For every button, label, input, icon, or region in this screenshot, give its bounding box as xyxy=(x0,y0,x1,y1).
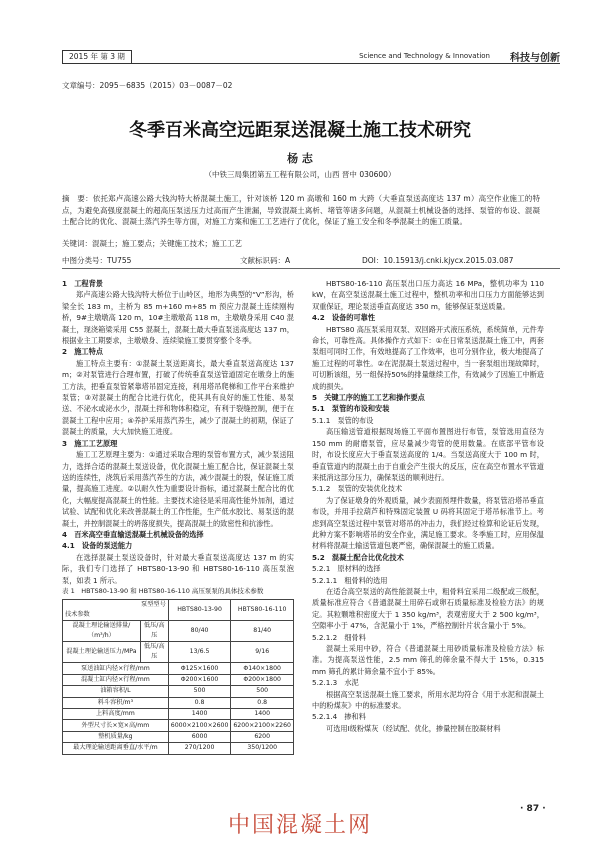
section-heading: 1 工程背景 xyxy=(62,279,103,288)
table-cell: 泵送油缸内径×行程/mm xyxy=(63,663,169,674)
header-top: 泵型型号 xyxy=(141,601,166,609)
journal-name-cn: 科技与创新 xyxy=(510,53,560,64)
table-row xyxy=(63,621,294,642)
table-row xyxy=(63,663,294,674)
table-cell: 0.8 xyxy=(168,697,231,708)
section-rule xyxy=(62,268,560,269)
table-header-row xyxy=(63,600,294,621)
table-cell: 料斗容积/m³ xyxy=(63,697,169,708)
column-header: HBTS80-13-90 xyxy=(168,600,231,621)
table-cell: 6000 xyxy=(168,731,231,742)
keywords: 关键词：混凝土；施工要点；关键施工技术；施工工艺 xyxy=(62,239,242,248)
page-title: 冬季百米高空远距泵送混凝土施工技术研究 xyxy=(129,120,471,141)
clc-number: 中图分类号：TU755 xyxy=(62,256,132,265)
table-cell: 9/16 xyxy=(231,642,294,663)
table-row xyxy=(63,642,294,663)
table-row xyxy=(63,674,294,685)
article-number: 文章编号：2095－6835（2015）03－0087－02 xyxy=(62,81,233,90)
subsubsection-heading: 5.2.1.4 掺和料 xyxy=(312,712,366,722)
table-row xyxy=(63,697,294,708)
table-row xyxy=(63,743,294,754)
paragraph: 根据高空泵送混凝土施工要求，所用水泥均符合《用于水泥和混凝土中的粉煤灰》中的标准要求。 xyxy=(312,689,544,711)
paragraph: 施工特点主要有：①混凝土泵送距离长，最大垂直泵送高度达 137 m；②对泵管进行合理布置，打破了传统垂直泵送管道固定在墩身上的施工方法，把垂直泵管紧靠塔吊固定连接，利用塔吊爬梯和工作平台来维护泵管；③对混凝土的配合比进行优化，使其具有良好的施工性能、易泵送、不泌水或泌水少，混凝土拌和物体积稳定，有利于裂缝控制，便于在混凝土工程中应用；④养护采用蒸汽养生，减少了混凝土的初期，保证了混凝土的质量，大大加快施工进度。 xyxy=(62,358,294,437)
table-cell: 0.8 xyxy=(231,697,294,708)
table-cell: 80/40 xyxy=(168,621,231,642)
paragraph: HBTS80 高压泵采用双泵、双回路开式液压系统，系统简单，元件寿命长，可靠性高。具体操作方式如下：①在日常泵送混凝土施工中，两套泵组可同时工作，有效地提高了工作效率，也可分别作业，极大地提高了施工过程的可靠性。②在泥混凝土泵送过程中，当一套泵组出现故障时，可切断该组，另一组保持50%的排量继续工作，有效减少了因施工中断造成的损失。 xyxy=(312,324,544,391)
subsection-heading: 5.2 混凝土配合比优化技术 xyxy=(312,552,404,562)
paragraph: 在选择混凝土泵送设备时，针对最大垂直泵送高度达 137 m 的实际，我们专门选择了 HBTS80-13-90 和 HBTS80-16-110 高压泵泡泵，如表 1 所示。 xyxy=(62,552,294,585)
table-cell: 外型尺寸长×宽×高/mm xyxy=(63,720,169,731)
table-cell: Φ125×1600 xyxy=(168,663,231,674)
paragraph: HBTS80-16-110 高压泵出口压力高达 16 MPa，整机功率为 110 kW，在高空泵送混凝土施工过程中，整机功率和出口压力方面能够达到双重保证，理论泵送垂直高度达 350 m，能够保证泵送质量。 xyxy=(312,279,544,311)
paragraph: 可选用Ⅰ级粉煤灰（经试配、优化，掺量控制在胶凝材料 xyxy=(326,723,501,733)
paragraph: 施工工艺原理主要为：①通过采取合理的泵管布置方式，减少泵送阻力，选择合适的混凝土泵送设备，优化混凝土施工配合比，保证混凝土泵送的连续性，浇筑后采用蒸汽养生的方法，减少混凝土的裂，保证施工质量，提高施工进度。②以耐久性为重要设计指标，通过混凝土配合比的优化，大幅度提高混凝土的性能。主要技术途径是采用高性能外加剂，通过试验、试配和优化来改善混凝土的工作性能，生产低水胶比、易泵送的混凝土，并控制混凝土的坍落度损失，提高混凝土的致密性和抗渗性。 xyxy=(62,450,294,528)
table-cell: 低压/高压 xyxy=(140,621,168,642)
subsection-heading: 5.1 泵管的布设和安装 xyxy=(312,404,390,414)
table-cell: 整机质量/kg xyxy=(63,731,169,742)
doi: DOI：10.15913/j.cnki.kjycx.2015.03.087 xyxy=(362,256,514,265)
right-column xyxy=(312,278,544,734)
subsubsection-heading: 5.2.1.2 细骨料 xyxy=(312,632,366,642)
subsubsection-heading: 5.2.1.3 水泥 xyxy=(312,678,359,688)
paragraph: 高压输送管道根据现场施工平面布置图进行布管，泵管选用直径为 150 mm 的耐磨泵管，应尽量减少弯管的使用数量。在底部平管布设时，布设长度应大于垂直泵送高度的 1/4。当泵送高度大于 100 m 时，垂直管道内的混凝土由于自重会产生很大的反压，应在高空布置水平管道来抵消这部分压力，确保泵送的顺利进行。 xyxy=(312,427,544,482)
section-heading: 4 百米高空垂直输送混凝土机械设备的选择 xyxy=(62,529,204,539)
table-cell: 500 xyxy=(231,686,294,697)
subsubsection-heading: 5.1.1 泵管的布设 xyxy=(312,415,374,425)
table-cell: 81/40 xyxy=(231,621,294,642)
subsubsection-heading: 5.2.1.1 粗骨料的选用 xyxy=(312,575,388,585)
table-cell: 低压/高压 xyxy=(140,642,168,663)
table-cell: 上料高度/mm xyxy=(63,708,169,719)
section-heading: 5 关键工序的施工工艺和操作要点 xyxy=(312,393,425,403)
table-corner-header xyxy=(63,600,169,621)
table-cell: 1400 xyxy=(168,708,231,719)
page-number: · 87 · xyxy=(520,804,546,814)
table-cell: Φ200×1600 xyxy=(168,674,231,685)
table-row xyxy=(63,720,294,731)
subsection-heading: 4.2 设备的可靠性 xyxy=(312,313,376,323)
header-rule xyxy=(62,63,560,64)
table-cell: 13/6.5 xyxy=(168,642,231,663)
watermark: 中国混凝土网 xyxy=(227,813,372,838)
table-cell: 混凝土缸内径×行程/mm xyxy=(63,674,169,685)
column-header: HBTS80-16-110 xyxy=(231,600,294,621)
table-cell: 混凝土理论输送压力/MPa xyxy=(63,642,141,663)
table-cell: 350/1200 xyxy=(231,743,294,754)
affiliation: （中铁三局集团第五工程有限公司，山西 晋中 030600） xyxy=(204,170,396,179)
paragraph: 郑卢高速公路大钱沟特大桥位于山岭区，地形为典型的“V”形沟，桥梁全长 183 m，主桥为 85 m+160 m+85 m 预应力混凝土连续刚构桥，9#主墩墩高 120 m，10#主墩墩高 118 m，主墩墩身采用 C40 混凝土，现浇箱梁采用 C55 混凝土，混凝土最大垂直泵送高度达 137 m，根据业主工期要求，主墩墩身、连续梁施工要贯穿整个冬季。 xyxy=(62,290,294,346)
section-heading: 2 施工特点 xyxy=(62,347,103,357)
spec-table xyxy=(62,599,294,754)
subsection-heading: 4.1 设备的泵送能力 xyxy=(62,541,133,551)
table-row xyxy=(63,708,294,719)
table-cell: 500 xyxy=(168,686,231,697)
table-cell: Φ140×1800 xyxy=(231,663,294,674)
header-left: 技术参数 xyxy=(65,611,90,619)
table-cell: 混凝土理论输送排量/（m³/h） xyxy=(63,621,141,642)
paragraph: 为了保证墩身的外观质量，减少表面预埋件数量，将泵管沿塔吊垂直布设，并用手拉葫芦和特殊固定装置 U 码将其固定于塔吊标准节上。考虑到高空泵送过程中泵管对塔吊的冲击力，我们经过检算和论证后发现，此种方案不影响塔吊的安全作业，满足施工要求。冬季施工时，应用保温材料将混凝土输送管道包裹严密，确保混凝土的施工质量。 xyxy=(312,495,544,551)
table-cell: 6200 xyxy=(231,731,294,742)
paragraph: 在适合高空泵送的高性能混凝土中，粗骨料宜采用二级配或三级配，质量标准应符合《普通混凝土用碎石或卵石质量标准及检验方法》的规定。其粒颗堆积密度大于 1 350 kg/m³，表观密度大于 2 500 kg/m³，空隙率小于 47%，含泥量小于 1%，严格控制针片状含量小于 5%。 xyxy=(312,586,544,631)
subsubsection-heading: 5.1.2 泵管的安装优化技术 xyxy=(312,484,403,494)
table-cell: 最大理论输送距离垂直/水平/m xyxy=(63,743,169,754)
table-cell: 1400 xyxy=(231,708,294,719)
journal-name-en: Science and Technology & Innovation xyxy=(359,52,490,60)
table-row xyxy=(63,731,294,742)
document-code: 文献标识码：A xyxy=(240,256,291,265)
paragraph: 混凝土采用中砂，符合《普通混凝土用砂质量标准及检验方法》标准。为提高泵送性能，2.5 mm 筛孔的筛余量不得大于 15%，0.315 mm 筛孔的累计筛余量不宜小于 85%。 xyxy=(312,644,544,676)
abstract: 摘 要：依托郑卢高速公路大钱沟特大桥混凝土施工，针对该桥 120 m 高墩和 160 m 大跨（大垂直泵送高度达 137 m）高空作业施工的特点，为避免高强度混凝土的超高压泵送压力过高而产生泄漏，导致混凝土离析、堵管等诸多问题，从混凝土机械设备的选择、泵管的布设、混凝土配合比的优化、混凝土蒸汽养生等方面，对施工方案和施工工艺进行了优化，保证了施工安全和冬季混凝土的施工质量。 xyxy=(62,194,540,227)
table-caption: 表 1 HBTS80-13-90 和 HBTS80-16-110 高压泵泵的具体技术参数 xyxy=(62,586,264,595)
table-row xyxy=(63,686,294,697)
table-cell: 6000×2100×2600 xyxy=(168,720,231,731)
table-cell: 6200×2100×2260 xyxy=(231,720,294,731)
author: 杨 志 xyxy=(287,152,313,165)
table-cell: 油箱容积/L xyxy=(63,686,169,697)
subsubsection-heading: 5.2.1 原材料的选择 xyxy=(312,564,381,574)
issue-label: 2015 年 第 3 期 xyxy=(62,50,132,64)
left-column xyxy=(62,278,294,755)
table-cell: Φ200×1800 xyxy=(231,674,294,685)
section-heading: 3 施工工艺原理 xyxy=(62,438,118,448)
table-cell: 270/1200 xyxy=(168,743,231,754)
